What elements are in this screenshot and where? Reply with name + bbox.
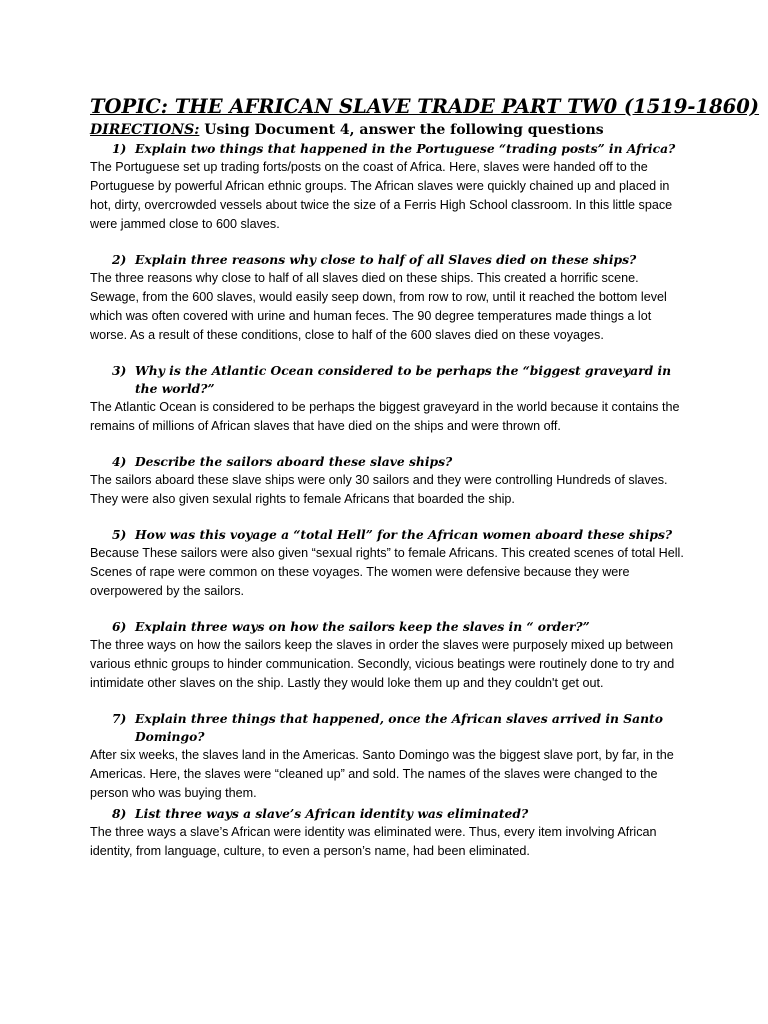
- question-number: 3): [112, 363, 127, 378]
- question-text: Why is the Atlantic Ocean considered to be perhaps the “biggest graveyard in the world?”: [135, 363, 672, 396]
- worksheet-page: [90, 94, 760, 861]
- question-number: 1): [112, 141, 127, 156]
- question-3: [90, 362, 690, 398]
- question-block-3: [90, 362, 690, 436]
- question-text: List three ways a slave’s African identity was eliminated?: [135, 806, 529, 821]
- question-number: 2): [112, 252, 127, 267]
- directions-line: [90, 120, 690, 140]
- question-1: [90, 140, 690, 158]
- question-block-4: [90, 453, 690, 509]
- question-block-8: [90, 805, 690, 861]
- question-text: Explain three reasons why close to half of all Slaves died on these ships?: [135, 252, 637, 267]
- question-block-6: [90, 618, 690, 693]
- answer-2: The three reasons why close to half of all slaves died on these ships. This created a horrific scene. Sewage, from the 600 slaves, would easily seep down, from row to row, until it reached the bottom level which was often covered with urine and human feces. The 90 degree temperatures made things a lot worse. As a result of these conditions, close to half of the 600 slaves died on these voyages.: [90, 271, 667, 342]
- question-block-5: [90, 526, 690, 601]
- topic-heading: TOPIC: THE AFRICAN SLAVE TRADE PART TW0 (1519-1860): [90, 95, 760, 118]
- answer-8: The three ways a slave’s African were identity was eliminated were. Thus, every item involving African identity, from language, culture, to even a person’s name, had been eliminated.: [90, 825, 657, 858]
- question-number: 7): [112, 711, 127, 726]
- question-block-7: [90, 710, 690, 803]
- question-6: [90, 618, 690, 636]
- directions-text: Using Document 4, answer the following questions: [199, 122, 604, 138]
- answer-1: The Portuguese set up trading forts/posts on the coast of Africa. Here, slaves were handed off to the Portuguese by powerful African ethnic groups. The African slaves were quickly chained up and placed in hot, dirty, overcrowded vessels about twice the size of a Ferris High School classroom. In this little space were jammed close to 600 slaves.: [90, 160, 673, 231]
- question-text: Describe the sailors aboard these slave ships?: [135, 454, 453, 469]
- answer-3: The Atlantic Ocean is considered to be perhaps the biggest graveyard in the world because it contains the remains of millions of African slaves that have died on the ships and were thrown off.: [90, 400, 680, 433]
- directions-label: DIRECTIONS:: [90, 122, 200, 138]
- question-number: 5): [112, 527, 127, 542]
- question-text: Explain three ways on how the sailors keep the slaves in “ order?”: [135, 619, 590, 634]
- question-text: Explain three things that happened, once the African slaves arrived in Santo Domingo?: [135, 711, 663, 744]
- question-7: [90, 710, 690, 746]
- answer-6: The three ways on how the sailors keep the slaves in order the slaves were purposely mixed up between various ethnic groups to hinder communication. Secondly, vicious beatings were routinely done to try and intimidate other slaves on the ship. Lastly they would loke them up and they couldn't get out.: [90, 638, 675, 690]
- question-number: 6): [112, 619, 127, 634]
- answer-4: The sailors aboard these slave ships were only 30 sailors and they were controlling Hundreds of slaves. They were also given sexulal rights to female Africans that boarded the ship.: [90, 473, 668, 506]
- question-8: [90, 805, 690, 823]
- question-number: 8): [112, 806, 127, 821]
- question-5: [90, 526, 690, 544]
- answer-7: After six weeks, the slaves land in the Americas. Santo Domingo was the biggest slave port, by far, in the Americas. Here, the slaves were “cleaned up” and sold. The names of the slaves were changed to the person who was buying them.: [90, 748, 674, 800]
- question-number: 4): [112, 454, 127, 469]
- answer-5: Because These sailors were also given “sexual rights” to female Africans. This created scenes of total Hell. Scenes of rape were common on these voyages. The women were defensive because they were overpowered by the sailors.: [90, 546, 684, 598]
- question-block-1: [90, 140, 690, 234]
- question-4: [90, 453, 690, 471]
- question-2: [90, 251, 690, 269]
- question-text: Explain two things that happened in the Portuguese “trading posts” in Africa?: [135, 141, 676, 156]
- question-block-2: [90, 251, 690, 345]
- question-text: How was this voyage a “total Hell” for the African women aboard these ships?: [135, 527, 673, 542]
